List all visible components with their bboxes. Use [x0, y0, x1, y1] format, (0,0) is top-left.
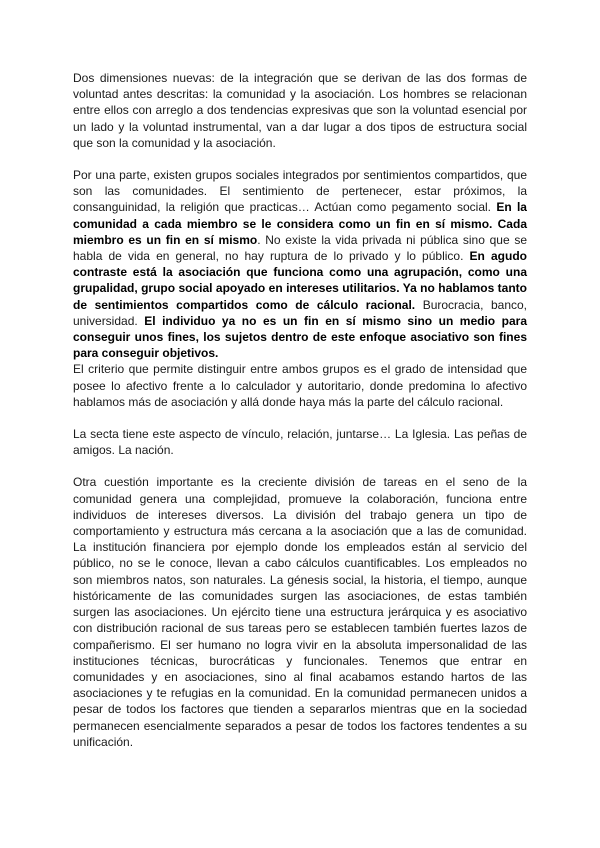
text-segment: La secta tiene este aspecto de vínculo, relación, juntarse… La Iglesia. Las peñas de amigos. La nación.	[73, 427, 527, 458]
text-segment: Por una parte, existen grupos sociales integrados por sentimientos compartidos, que son las comunidades. El sentimiento de pertenecer, estar próximos, la consanguinidad, la religión que practicas… Actúan como pegamento social.	[73, 168, 527, 215]
text-segment: Burocracia, banco, universidad.	[73, 297, 527, 328]
text-segment: El criterio que permite distinguir entre ambos grupos es el grado de intensidad que posee lo afectivo frente a lo calculador y autoritario, donde predomina lo afectivo hablamos más de asociación y allá donde haya más la parte del cálculo racional.	[73, 362, 527, 409]
paragraph-intro	[73, 70, 527, 151]
text-segment: . No existe la vida privada ni pública sino que se habla de vida en general, no hay ruptura de lo privado y lo público.	[73, 232, 527, 264]
paragraph-criterio	[73, 361, 527, 410]
paragraph-comunidades	[73, 167, 527, 361]
text-segment: Dos dimensiones nuevas: de la integración que se derivan de las dos formas de voluntad antes descritas: la comunidad y la asociación. Los hombres se relacionan entre ellos con arreglo a dos tendencias expresivas que son la voluntad esencial por un lado y la voluntad instrumental, van a dar lugar a dos tipos de estructura social que son la comunidad y la asociación.	[73, 71, 527, 150]
paragraph-division	[73, 474, 527, 749]
bold-segment: En agudo contraste está la asociación que funciona como una agrupación, como una grupalidad, grupo social apoyado en intereses utilitarios. Ya no hablamos tanto de sentimientos compartidos como de cálculo racional.	[73, 249, 527, 312]
bold-segment: El individuo ya no es un fin en sí mismo sino un medio para conseguir unos fines, los sujetos dentro de este enfoque asociativo son fines para conseguir objetivos.	[73, 313, 527, 361]
text-segment: Otra cuestión importante es la creciente división de tareas en el seno de la comunidad genera una complejidad, promueve la colaboración, funciona entre individuos de intereses diversos. La división del trabajo genera un tipo de comportamiento y estructura más cercana a la asociación que a las de comunidad. La institución financiera por ejemplo donde los empleados están al servicio del público, no se le conoce, llevan a cabo cálculos cuantificables. Los empleados no son miembros natos, son naturales. La génesis social, la historia, el tiempo, aunque históricamente de las comunidades surgen las asociaciones, de estas también surgen las asociaciones. Un ejército tiene una estructura jerárquica y es asociativo con distribución racional de sus tareas pero se establecen también fuertes lazos de compañerismo. El ser humano no logra vivir en la absoluta impersonalidad de las instituciones técnicas, burocráticas y funcionales. Tenemos que entrar en comunidades y en asociaciones, sino al final acabamos estando hartos de las asociaciones y te refugias en la comunidad. En la comunidad permanecen unidos a pesar de todos los factores que tienden a separarlos mientras que en la sociedad permanecen esencialmente separados a pesar de todos los factores tendentes a su unificación.	[73, 475, 527, 749]
bold-segment: En la comunidad a cada miembro se le considera como un fin en sí mismo. Cada miembro es un fin en sí mismo	[73, 200, 527, 247]
paragraph-secta	[73, 426, 527, 458]
